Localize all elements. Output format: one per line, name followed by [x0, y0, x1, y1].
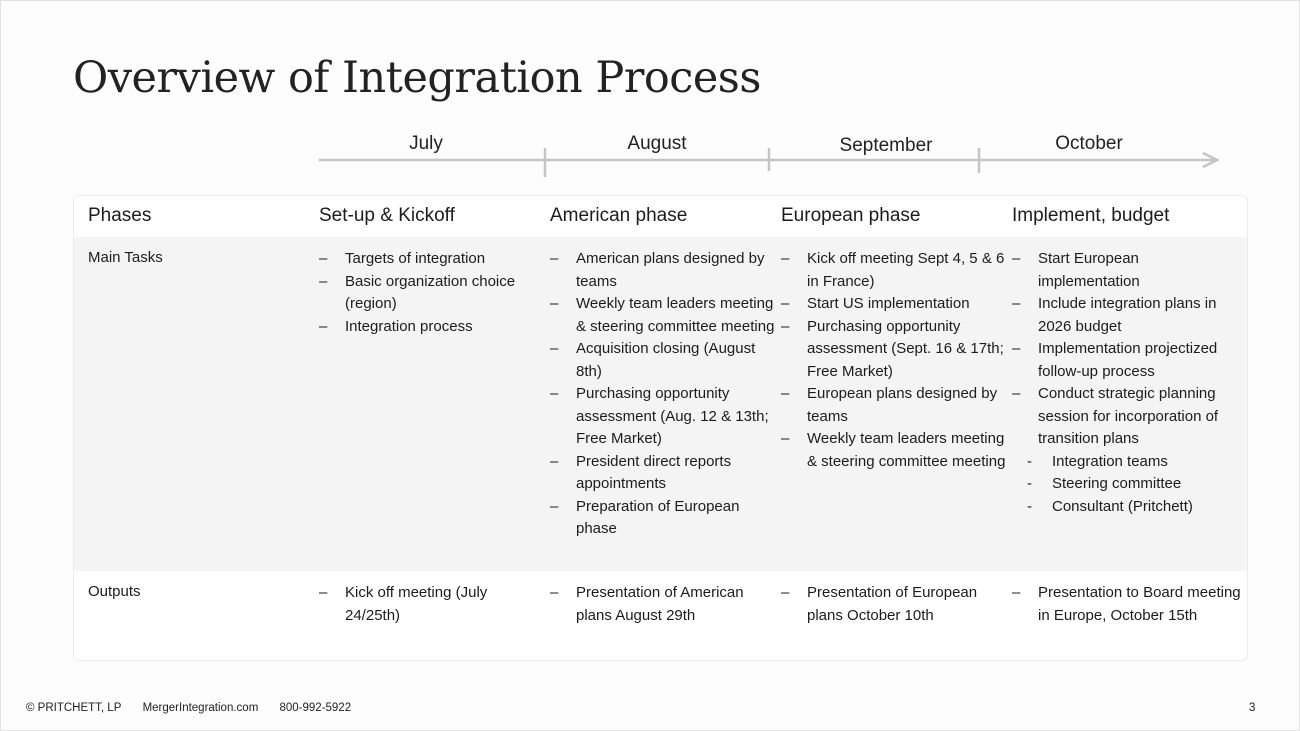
- tasks-setup-kickoff: [319, 237, 544, 338]
- row-label-main-tasks: Main Tasks: [88, 249, 163, 266]
- list-item: – European plans designed by teams: [781, 383, 1006, 428]
- row-label-outputs: Outputs: [88, 583, 141, 600]
- header-european-phase: European phase: [781, 205, 921, 226]
- list-item: – Start US implementation: [781, 293, 1006, 316]
- tasks-european-phase: [781, 237, 1006, 473]
- list-item: – Integration process: [319, 316, 544, 339]
- list-item: – Acquisition closing (August 8th): [550, 338, 775, 383]
- table-row-outputs: [74, 571, 1247, 661]
- list-item: – Weekly team leaders meeting & steering committee meeting: [781, 428, 1006, 473]
- timeline-month-july: July: [409, 133, 443, 154]
- phases-table: [73, 195, 1248, 661]
- output-european-phase: [781, 571, 1006, 627]
- sub-list-item: - Consultant (Pritchett): [1012, 496, 1242, 519]
- tasks-implement-budget: [1012, 237, 1242, 518]
- output-american-phase: [550, 571, 775, 627]
- header-phases: Phases: [88, 205, 152, 226]
- slide-title: Overview of Integration Process: [73, 53, 761, 103]
- list-item: – Presentation of European plans October 10th: [781, 582, 1006, 627]
- list-item: – Basic organization choice (region): [319, 271, 544, 316]
- list-item: – Presentation to Board meeting in Europe, October 15th: [1012, 582, 1242, 627]
- list-item: – Conduct strategic planning session for incorporation of transition plans: [1012, 383, 1242, 451]
- footer-phone: 800-992-5922: [279, 702, 352, 714]
- tasks-american-phase: [550, 237, 775, 541]
- table-header-row: [74, 196, 1247, 237]
- list-item: – Targets of integration: [319, 248, 544, 271]
- list-item: – Weekly team leaders meeting & steering committee meeting: [550, 293, 775, 338]
- output-setup-kickoff: [319, 571, 544, 627]
- timeline-month-august: August: [627, 133, 687, 154]
- sub-list-item: - Integration teams: [1012, 451, 1242, 474]
- page-number: 3: [1249, 702, 1256, 714]
- sub-list-item: - Steering committee: [1012, 473, 1242, 496]
- list-item: – Include integration plans in 2026 budget: [1012, 293, 1242, 338]
- timeline-month-september: September: [839, 135, 933, 156]
- footer: [26, 702, 369, 714]
- footer-copyright: © PRITCHETT, LP: [26, 702, 122, 714]
- list-item: – Kick off meeting (July 24/25th): [319, 582, 544, 627]
- header-implement-budget: Implement, budget: [1012, 205, 1170, 226]
- timeline-month-october: October: [1055, 133, 1123, 154]
- header-american-phase: American phase: [550, 205, 688, 226]
- timeline-arrowhead: [1203, 153, 1217, 167]
- footer-website: MergerIntegration.com: [142, 702, 259, 714]
- output-implement-budget: [1012, 571, 1242, 627]
- header-setup-kickoff: Set-up & Kickoff: [319, 205, 455, 226]
- list-item: – American plans designed by teams: [550, 248, 775, 293]
- list-item: – Implementation projectized follow-up process: [1012, 338, 1242, 383]
- list-item: – Kick off meeting Sept 4, 5 & 6 in France): [781, 248, 1006, 293]
- list-item: – Purchasing opportunity assessment (Sept. 16 & 17th; Free Market): [781, 316, 1006, 384]
- list-item: – Preparation of European phase: [550, 496, 775, 541]
- list-item: – Purchasing opportunity assessment (Aug. 12 & 13th; Free Market): [550, 383, 775, 451]
- list-item: – President direct reports appointments: [550, 451, 775, 496]
- list-item: – Start European implementation: [1012, 248, 1242, 293]
- table-row-main-tasks: [74, 237, 1247, 571]
- list-item: – Presentation of American plans August 29th: [550, 582, 775, 627]
